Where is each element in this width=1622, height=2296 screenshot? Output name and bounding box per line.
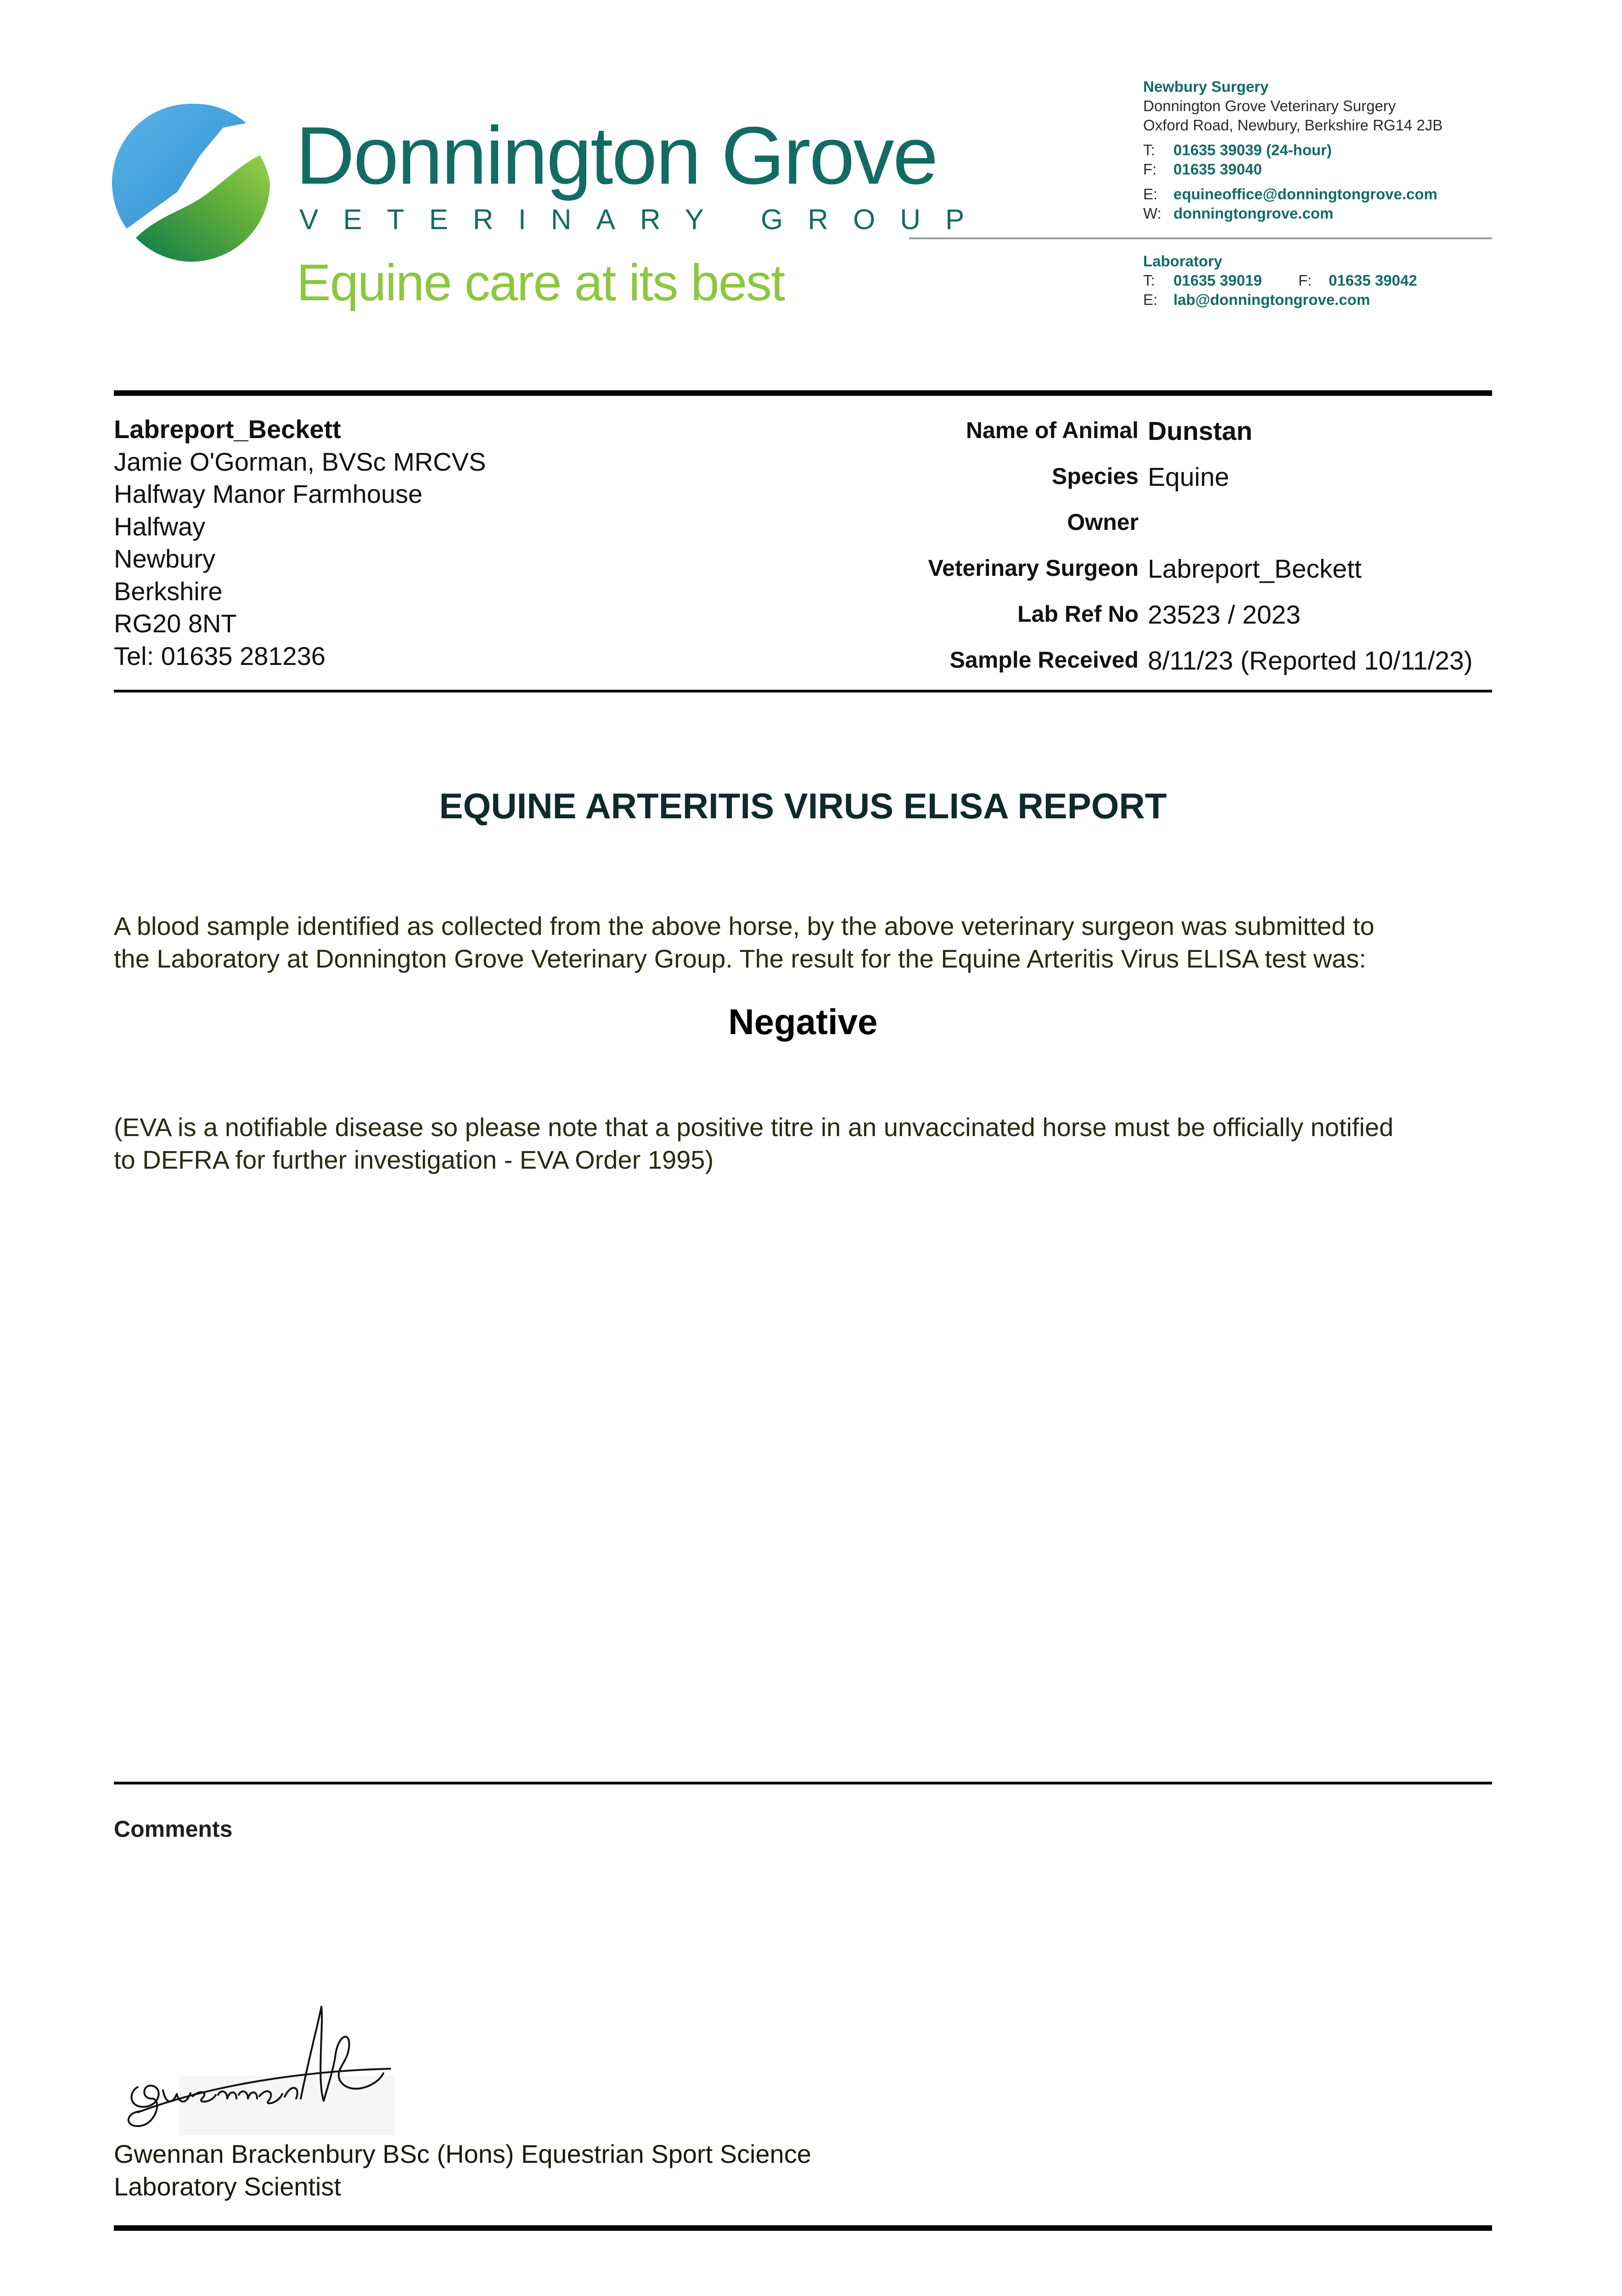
brand-subtitle: VETERINARY GROUP [299,204,989,236]
tel-label: T: [1143,272,1155,289]
surgery-address-line1: Donnington Grove Veterinary Surgery [1143,97,1396,114]
laboratory-contact [1143,252,1417,310]
field-value-sample-received: 8/11/23 (Reported 10/11/23) [1148,646,1473,675]
signatory-role: Laboratory Scientist [114,2172,341,2201]
field-label-species: Species [1051,463,1139,489]
laboratory-email-link[interactable]: lab@donningtongrove.com [1173,291,1370,308]
fax-label: F: [1298,272,1312,289]
address-line: Tel: 01635 281236 [114,641,326,670]
address-line: Newbury [114,544,215,573]
field-label-veterinary-surgeon: Veterinary Surgeon [928,555,1139,581]
surgery-heading: Newbury Surgery [1143,78,1269,95]
address-line: Berkshire [114,576,223,606]
field-label-lab-ref: Lab Ref No [1017,601,1139,627]
comments-label: Comments [114,1816,233,1842]
surgery-address-line2: Oxford Road, Newbury, Berkshire RG14 2JB [1143,117,1443,134]
laboratory-tel[interactable]: 01635 39019 [1173,272,1262,289]
details-divider [114,690,1492,692]
laboratory-phone-row [1143,271,1417,290]
intro-line: the Laboratory at Donnington Grove Veterinary Group. The result for the Equine Arteritis Virus ELISA test was: [114,944,1366,973]
address-line: Jamie O'Gorman, BVSc MRCVS [114,447,486,476]
field-label-animal-name: Name of Animal [965,417,1139,443]
email-label: E: [1143,291,1158,308]
top-divider [114,390,1492,396]
address-line: Halfway Manor Farmhouse [114,479,423,508]
surgery-email-link[interactable]: equineoffice@donningtongrove.com [1173,186,1437,203]
contact-divider [1143,237,1492,239]
header-divider [909,237,1143,239]
note-line: (EVA is a notifiable disease so please note that a positive titre in an unvaccinated horse must be officially notified [114,1113,1394,1142]
surgery-web-row [1143,204,1442,223]
surgery-fax: 01635 39040 [1173,161,1262,178]
laboratory-email-row [1143,290,1417,310]
surgery-fax-row [1143,160,1442,179]
field-value-veterinary-surgeon: Labreport_Beckett [1148,554,1362,584]
tel-label: T: [1143,141,1155,158]
bottom-divider [114,2225,1492,2231]
note-line: to DEFRA for further investigation - EVA Order 1995) [114,1145,714,1174]
brand-name: Donnington Grove [296,110,937,201]
field-label-owner: Owner [1067,509,1139,535]
surgery-tel-row [1143,141,1442,160]
comments-divider [114,1782,1492,1784]
field-label-sample-received: Sample Received [949,647,1139,673]
report-title: EQUINE ARTERITIS VIRUS ELISA REPORT [439,786,1167,826]
web-label: W: [1143,205,1162,222]
field-value-species: Equine [1148,462,1229,492]
notifiable-disease-note [114,1111,1496,1176]
field-value-animal-name: Dunstan [1148,416,1252,446]
surgery-website-link[interactable]: donningtongrove.com [1173,205,1334,222]
surgery-tel[interactable]: 01635 39039 (24-hour) [1173,141,1332,158]
test-result: Negative [728,1002,878,1042]
recipient-name: Labreport_Beckett [114,415,341,444]
address-line: Halfway [114,512,206,541]
handwritten-signature [119,1988,399,2140]
horse-logo-icon [108,100,274,265]
intro-line: A blood sample identified as collected from the above horse, by the above veterinary surgeon was submitted to [114,912,1375,940]
laboratory-heading: Laboratory [1143,253,1223,270]
fax-label: F: [1143,161,1157,178]
brand-tagline: Equine care at its best [297,254,785,311]
signatory [114,2138,811,2203]
address-line: RG20 8NT [114,609,237,638]
field-value-lab-ref: 23523 / 2023 [1148,600,1301,630]
surgery-contact [1143,77,1442,223]
laboratory-fax: 01635 39042 [1329,272,1417,289]
signatory-name: Gwennan Brackenbury BSc (Hons) Equestrian Sport Science [114,2139,811,2168]
email-label: E: [1143,186,1158,203]
recipient-address [114,413,486,672]
surgery-email-row [1143,185,1442,204]
report-intro [114,910,1496,975]
